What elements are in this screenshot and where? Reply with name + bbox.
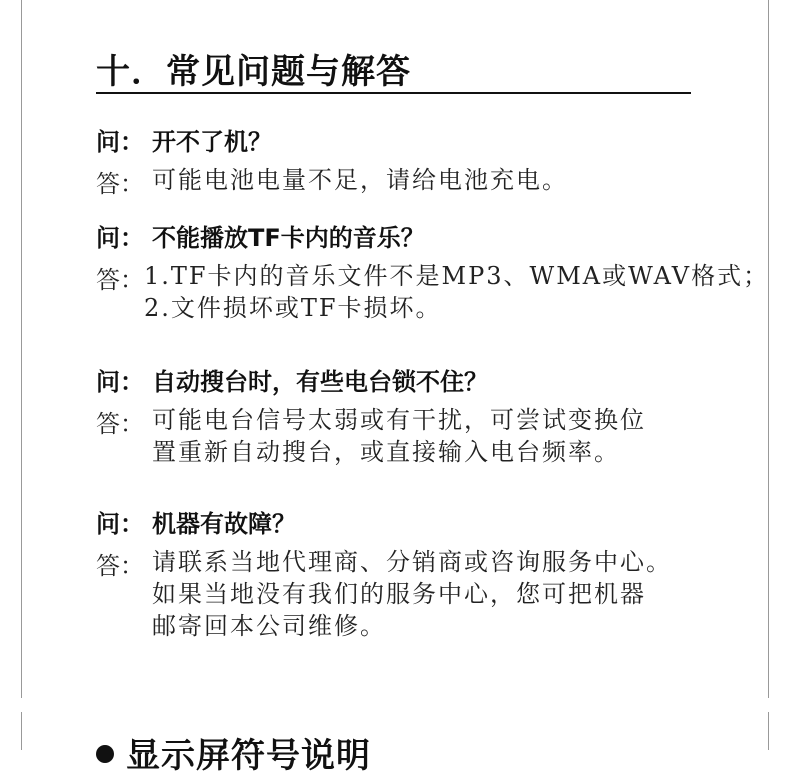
answer-line: 如果当地没有我们的服务中心，您可把机器: [152, 580, 646, 608]
faq-question: [96, 508, 736, 540]
faq-item: [96, 126, 736, 199]
faq-question: [96, 126, 736, 158]
answer-line: 请联系当地代理商、分销商或咨询服务中心。: [152, 548, 672, 576]
page-border-left: [21, 0, 22, 698]
faq-question: [96, 222, 736, 254]
question-text: 开不了机？: [152, 128, 272, 156]
question-text: 自动搜台时，有些电台锁不住？: [152, 368, 488, 396]
question-prefix: 问：: [96, 368, 144, 396]
next-section-title-row: [96, 728, 371, 777]
faq-answer: [96, 404, 736, 468]
faq-question: [96, 366, 736, 398]
answer-prefix: 答：: [96, 266, 144, 294]
page-border-right: [768, 0, 769, 698]
answer-line: 2.文件损坏或TF卡损坏。: [144, 294, 442, 322]
question-text: 机器有故障？: [152, 510, 296, 538]
answer-line: 置重新自动搜台，或直接输入电台频率。: [152, 438, 620, 466]
faq-item: [96, 508, 736, 642]
faq-answer: [96, 164, 736, 199]
faq-answer: [96, 546, 736, 642]
answer-line: 邮寄回本公司维修。: [152, 612, 386, 640]
question-prefix: 问：: [96, 224, 144, 252]
bullet-icon: [96, 745, 114, 763]
answer-prefix: 答：: [96, 170, 144, 198]
title-rule: [96, 92, 691, 94]
section-title: 十．常见问题与解答: [96, 52, 411, 92]
answer-line: 可能电池电量不足，请给电池充电。: [152, 166, 568, 194]
answer-prefix: 答：: [96, 552, 144, 580]
faq-item: [96, 366, 736, 468]
faq-item: [96, 222, 770, 324]
question-prefix: 问：: [96, 128, 144, 156]
next-section-title: 显示屏符号说明: [126, 736, 371, 776]
page-border-right-next: [768, 712, 769, 750]
faq-answer: [96, 260, 770, 324]
question-text: 不能播放TF卡内的音乐？: [152, 224, 425, 252]
answer-line: 1.TF卡内的音乐文件不是MP3、WMA或WAV格式；: [144, 262, 770, 290]
answer-line: 可能电台信号太弱或有干扰，可尝试变换位: [152, 406, 646, 434]
page-border-left-next: [21, 712, 22, 750]
answer-prefix: 答：: [96, 410, 144, 438]
question-prefix: 问：: [96, 510, 144, 538]
